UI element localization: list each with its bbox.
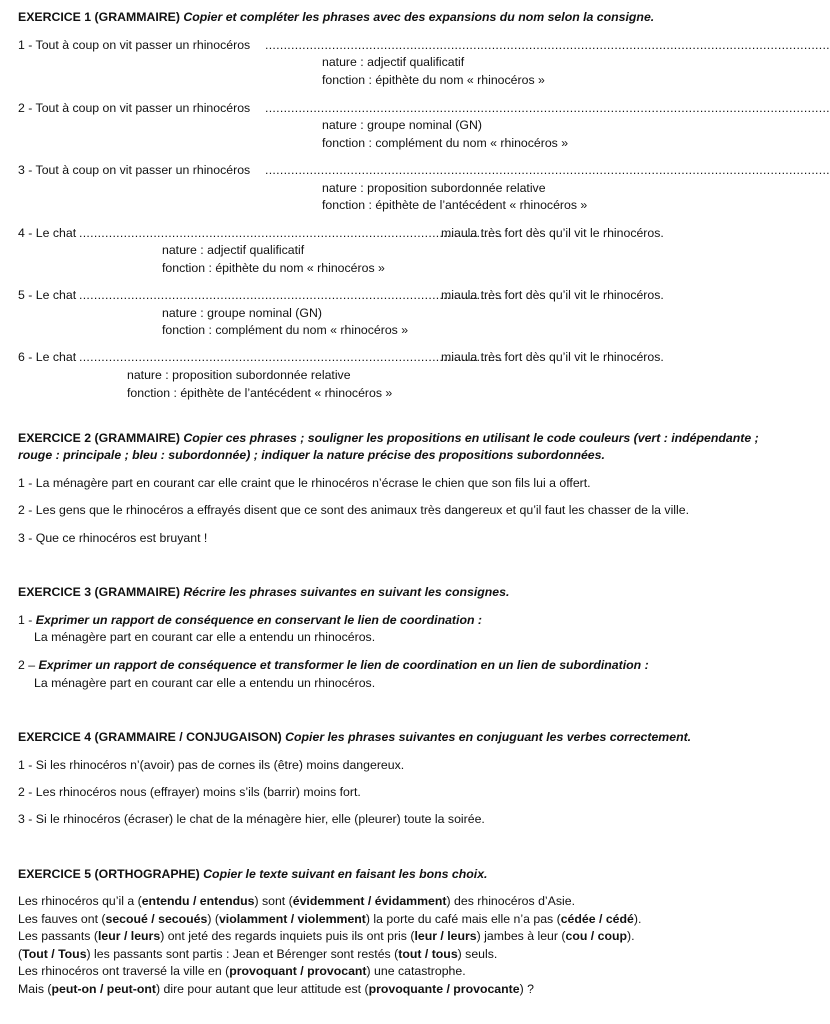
ex1-item-1-start: 1 - Tout à coup on vit passer un rhinocéros: [18, 38, 251, 52]
ex5-instruction: Copier le texte suivant en faisant les bons choix.: [203, 867, 488, 881]
ex1-item-6-nature: nature : proposition subordonnée relative: [127, 368, 351, 382]
ex3-instruction: Récrire les phrases suivantes en suivant les consignes.: [183, 585, 510, 599]
ex1-item-6-blank: ..................................................................................................................: [79, 350, 503, 364]
ex5-line: [18, 981, 534, 998]
ex5-line: [18, 911, 641, 928]
ex5-choice: tout / tous: [398, 947, 458, 961]
ex1-item-3-start: 3 - Tout à coup on vit passer un rhinocéros: [18, 163, 251, 177]
ex3-heading: EXERCICE 3 (GRAMMAIRE): [18, 585, 180, 599]
ex1-item-3-fonction: fonction : épithète de l’antécédent « rhinocéros »: [322, 198, 588, 212]
ex5-text-segment: ) sont (: [254, 894, 293, 908]
ex5-text-segment: ) ?: [519, 982, 534, 996]
ex1-item-5-blank: ..................................................................................................................: [79, 288, 503, 302]
ex1-instruction: Copier et compléter les phrases avec des expansions du nom selon la consigne.: [183, 10, 655, 24]
ex1-item-5-end: miaula très fort dès qu’il vit le rhinocéros.: [441, 288, 664, 302]
ex1-item-6-end: miaula très fort dès qu’il vit le rhinocéros.: [441, 350, 664, 364]
ex5-line: [18, 963, 466, 980]
ex5-choice: évidemment / évidamment: [292, 894, 447, 908]
ex5-line: [18, 893, 575, 910]
ex5-text-segment: ) ont jeté des regards inquiets puis ils ont pris (: [160, 929, 415, 943]
ex1-item-5-start: 5 - Le chat: [18, 288, 77, 302]
ex2-instruction-2: rouge : principale ; bleu : subordonnée) ; indiquer la nature précise des propositions subordonnées.: [18, 448, 605, 462]
ex5-text-segment: Les rhinocéros qu’il a (: [18, 894, 142, 908]
ex5-text-segment: ) les passants sont partis : Jean et Bérenger sont restés (: [86, 947, 399, 961]
ex1-item-2-blank: ........................................................................................................................................................: [265, 101, 830, 115]
ex1-item-4-start: 4 - Le chat: [18, 226, 77, 240]
ex5-choice: provoquante / provocante: [368, 982, 520, 996]
ex5-choice: peut-on / peut-ont: [51, 982, 156, 996]
ex5-choice: secoué / secoués: [105, 912, 208, 926]
ex5-line: [18, 928, 635, 945]
ex3-item-2-phrase: La ménagère part en courant car elle a entendu un rhinocéros.: [34, 676, 376, 690]
ex5-text-segment: Mais (: [18, 982, 52, 996]
ex3-item-1-consigne: Exprimer un rapport de conséquence en conservant le lien de coordination :: [35, 613, 482, 627]
ex5-text-segment: (: [18, 947, 23, 961]
ex1-item-6-start: 6 - Le chat: [18, 350, 77, 364]
ex1-item-1-fonction: fonction : épithète du nom « rhinocéros »: [322, 73, 545, 87]
ex5-text-segment: ) dire pour autant que leur attitude est (: [155, 982, 369, 996]
ex5-text-segment: Les passants (: [18, 929, 98, 943]
ex5-text-segment: ) (: [207, 912, 219, 926]
ex1-item-4-end: miaula très fort dès qu’il vit le rhinocéros.: [441, 226, 664, 240]
ex5-choice: entendu / entendus: [141, 894, 255, 908]
ex1-item-4-blank: ..................................................................................................................: [79, 226, 503, 240]
ex3-item-2-consigne: Exprimer un rapport de conséquence et transformer le lien de coordination en un lien de subordination :: [38, 658, 649, 672]
ex2-item-2: 2 - Les gens que le rhinocéros a effrayés disent que ce sont des animaux très dangereux et qu’il faut les chasser de la ville.: [18, 503, 690, 517]
ex3-title: [18, 584, 509, 601]
ex3-item-1-phrase: La ménagère part en courant car elle a entendu un rhinocéros.: [34, 630, 376, 644]
ex5-text-segment: ) une catastrophe.: [366, 964, 466, 978]
ex5-text-segment: Les rhinocéros ont traversé la ville en (: [18, 964, 230, 978]
ex5-text-segment: ) seuls.: [457, 947, 498, 961]
ex2-item-1: 1 - La ménagère part en courant car elle craint que le rhinocéros n’écrase le chien que son fils lui a offert.: [18, 476, 591, 490]
ex1-item-2-nature: nature : groupe nominal (GN): [322, 118, 482, 132]
ex2-instruction-1: Copier ces phrases ; souligner les propositions en utilisant le code couleurs (vert : indépendante ;: [183, 431, 759, 445]
ex2-title-line-1: [18, 430, 759, 447]
ex4-item-3: 3 - Si le rhinocéros (écraser) le chat de la ménagère hier, elle (pleurer) toute la soirée.: [18, 812, 485, 826]
ex5-choice: Tout / Tous: [22, 947, 87, 961]
ex5-title: [18, 866, 487, 883]
ex2-item-3: 3 - Que ce rhinocéros est bruyant !: [18, 531, 208, 545]
ex4-instruction: Copier les phrases suivantes en conjuguant les verbes correctement.: [285, 730, 692, 744]
ex4-title: [18, 729, 691, 746]
ex4-item-1: 1 - Si les rhinocéros n’(avoir) pas de cornes ils (être) moins dangereux.: [18, 758, 405, 772]
ex3-item-2-num: 2 –: [18, 658, 36, 672]
ex1-item-5-fonction: fonction : complément du nom « rhinocéros »: [162, 323, 409, 337]
ex1-item-5-nature: nature : groupe nominal (GN): [162, 306, 322, 320]
ex1-heading: EXERCICE 1 (GRAMMAIRE): [18, 10, 180, 24]
ex1-item-2-fonction: fonction : complément du nom « rhinocéros »: [322, 136, 569, 150]
ex3-item-1-num: 1 -: [18, 613, 33, 627]
ex4-heading: EXERCICE 4 (GRAMMAIRE / CONJUGAISON): [18, 730, 282, 744]
ex5-text-segment: Les fauves ont (: [18, 912, 106, 926]
ex1-item-3-blank: ........................................................................................................................................................: [265, 163, 830, 177]
ex1-item-4-nature: nature : adjectif qualificatif: [162, 243, 305, 257]
ex1-item-1-nature: nature : adjectif qualificatif: [322, 55, 465, 69]
ex1-item-2-start: 2 - Tout à coup on vit passer un rhinocéros: [18, 101, 251, 115]
ex5-choice: cou / coup: [565, 929, 627, 943]
ex3-item-2-consigne-line: [18, 657, 649, 674]
ex5-choice: violamment / violemment: [218, 912, 366, 926]
ex4-item-2: 2 - Les rhinocéros nous (effrayer) moins s’ils (barrir) moins fort.: [18, 785, 361, 799]
ex5-heading: EXERCICE 5 (ORTHOGRAPHE): [18, 867, 200, 881]
ex5-text-segment: ) la porte du café mais elle n’a pas (: [365, 912, 561, 926]
ex5-choice: provoquant / provocant: [229, 964, 367, 978]
ex5-choice: leur / leurs: [414, 929, 477, 943]
ex5-line: [18, 946, 497, 963]
ex3-item-1-consigne-line: [18, 612, 482, 629]
ex5-choice: cédée / cédé: [560, 912, 634, 926]
ex5-text-segment: ) des rhinocéros d’Asie.: [446, 894, 575, 908]
ex2-heading: EXERCICE 2 (GRAMMAIRE): [18, 431, 180, 445]
ex5-choice: leur / leurs: [97, 929, 161, 943]
ex1-item-1-blank: ........................................................................................................................................................: [265, 38, 830, 52]
ex1-item-6-fonction: fonction : épithète de l’antécédent « rhinocéros »: [127, 386, 393, 400]
ex5-text-segment: ) jambes à leur (: [476, 929, 566, 943]
ex1-title: [18, 9, 654, 26]
ex5-text-segment: ).: [627, 929, 635, 943]
ex5-text-segment: ).: [633, 912, 642, 926]
ex1-item-4-fonction: fonction : épithète du nom « rhinocéros »: [162, 261, 385, 275]
ex1-item-3-nature: nature : proposition subordonnée relative: [322, 181, 546, 195]
